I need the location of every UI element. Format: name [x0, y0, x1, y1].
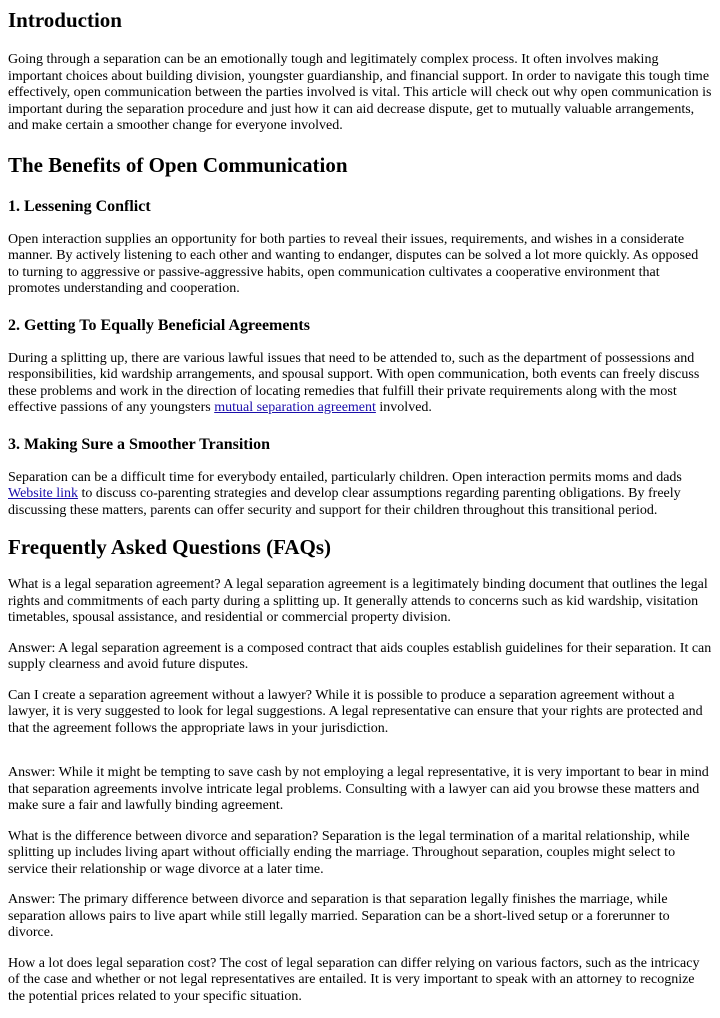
website-link[interactable]: Website link: [8, 486, 79, 501]
introduction-heading: Introduction: [8, 8, 122, 32]
faq-paragraph: Answer: While it might be tempting to save cash by not employing a legal representative, it is very important to bear in mind that separation agreements involve intricate legal problems. Consulting with a lawyer can aid you browse these matters and make sure a fair and lawfully binding agreement.: [8, 765, 709, 813]
faq-paragraph: What is a legal separation agreement? A legal separation agreement is a legitimately binding document that outlines the legal rights and commitments of each party during a splitting up. It generally attends to concerns such as kid wardship, visitation timetables, spousal assistance, and residential or commercial property division.: [8, 577, 708, 625]
paragraph-text: to discuss co-parenting strategies and develop clear assumptions regarding parenting obligations. By freely discussing these matters, parents can offer security and support for their children throughout this transitional period.: [8, 486, 681, 518]
lessening-conflict-heading: 1. Lessening Conflict: [8, 197, 151, 215]
beneficial-agreements-paragraph: [8, 351, 712, 417]
benefits-heading: The Benefits of Open Communication: [8, 152, 348, 177]
beneficial-agreements-heading: 2. Getting To Equally Beneficial Agreements: [8, 316, 310, 334]
faq-paragraph: Answer: The primary difference between divorce and separation is that separation legally finishes the marriage, while separation allows pairs to live apart while still legally married. Separation can be a short-lived setup or a forerunner to divorce.: [8, 892, 670, 940]
faq-paragraph: What is the difference between divorce and separation? Separation is the legal termination of a marital relationship, while splitting up includes living apart without officially ending the marriage. Throughout separation, couples might select to service their relationship or wage divorce at a later time.: [8, 828, 690, 877]
introduction-paragraph: Going through a separation can be an emotionally tough and legitimately complex process. It often involves making important choices about building division, youngster guardianship, and financial support. In order to navigate this tough time effectively, open communication between the parties involved is vital. This article will check out why open communication is important during the separation procedure and just how it can aid decrease dispute, get to mutually valuable arrangements, and make certain a smoother change for everyone involved.: [8, 52, 712, 133]
faq-paragraph: Answer: A legal separation agreement is a composed contract that aids couples establish guidelines for their separation. It can supply clearness and avoid future disputes.: [8, 640, 712, 672]
paragraph-text: During a splitting up, there are various lawful issues that need to be attended to, such as the department of possessions and responsibilities, kid wardship arrangements, and spousal support. With open communication, both events can freely discuss these problems and work in the direction of locating remedies that fulfill their private requirements along with the most effective passions of any youngsters: [8, 350, 700, 415]
smoother-transition-heading: 3. Making Sure a Smoother Transition: [8, 435, 270, 453]
faq-heading: Frequently Asked Questions (FAQs): [8, 535, 331, 559]
lessening-conflict-paragraph: Open interaction supplies an opportunity for both parties to reveal their issues, requirements, and wishes in a considerate manner. By actively listening to each other and wanting to endanger, disputes can be solved a lot more quickly. As opposed to turning to aggressive or passive-aggressive habits, open communication cultivates a cooperative environment that promotes understanding and cooperation.: [8, 231, 699, 296]
paragraph-text: Separation can be a difficult time for everybody entailed, particularly children. Open interaction permits moms and dads: [8, 469, 682, 485]
paragraph-text: involved.: [375, 400, 432, 415]
faq-paragraph: Can I create a separation agreement without a lawyer? While it is possible to produce a separation agreement without a lawyer, it is very suggested to look for legal suggestions. A legal representative can ensure that your rights are protected and that the agreement follows the appropriate laws in your jurisdiction.: [8, 687, 703, 736]
mutual-separation-agreement-link[interactable]: mutual separation agreement: [214, 400, 376, 415]
faq-paragraph: How a lot does legal separation cost? The cost of legal separation can differ relying on various factors, such as the intricacy of the case and whether or not legal representatives are entailed. It is very important to speak with an attorney to recognize the potential prices related to your specific situation.: [8, 955, 700, 1004]
smoother-transition-paragraph: [8, 470, 712, 520]
